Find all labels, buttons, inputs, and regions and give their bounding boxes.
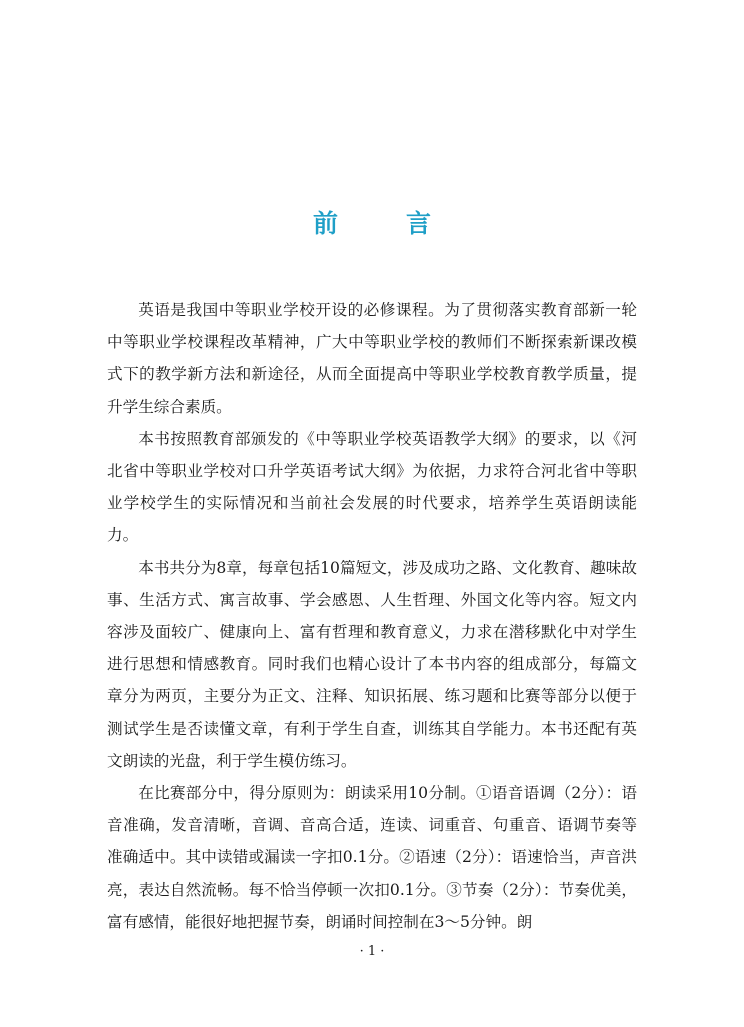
paragraph-2: 本书按照教育部颁发的《中等职业学校英语教学大纲》的要求，以《河北省中等职业学校对口升学英语考试大纲》为依据，力求符合河北省中等职业学校学生的实际情况和当前社会发展的时代要求，培养学生英语朗读能力。 [107, 429, 637, 545]
paragraph-4: 在比赛部分中，得分原则为：朗读采用10分制。①语音语调（2分）：语音准确，发音清晰，音调、音高合适，连读、词重音、句重音、语调节奏等准确适中。其中读错或漏读一字扣0.1分。②语速（2分）：语速恰当，声音洪亮，表达自然流畅。每不恰当停顿一次扣0.1分。③节奏（2分）：节奏优美，富有感情，能很好地把握节奏，朗诵时间控制在3～5分钟。朗 [107, 784, 637, 931]
title-char-1: 前 [312, 209, 338, 238]
paragraph-3: 本书共分为8章，每章包括10篇短文，涉及成功之路、文化教育、趣味故事、生活方式、寓言故事、学会感恩、人生哲理、外国文化等内容。短文内容涉及面较广、健康向上、富有哲理和教育意义，力求在潜移默化中对学生进行思想和情感教育。同时我们也精心设计了本书内容的组成部分，每篇文章分为两页，主要分为正文、注释、知识拓展、练习题和比赛等部分以便于测试学生是否读懂文章，有利于学生自查，训练其自学能力。本书还配有英文朗读的光盘，利于学生模仿练习。 [107, 558, 637, 770]
paragraph-1: 英语是我国中等职业学校开设的必修课程。为了贯彻落实教育部新一轮中等职业学校课程改革精神，广大中等职业学校的教师们不断探索新课改模式下的教学新方法和新途径，从而全面提高中等职业学校教育教学质量，提升学生综合素质。 [107, 301, 637, 416]
page-title [0, 204, 744, 244]
preface-body [107, 294, 637, 938]
page-number: · 1 · [359, 944, 385, 959]
title-char-2: 言 [406, 209, 432, 238]
